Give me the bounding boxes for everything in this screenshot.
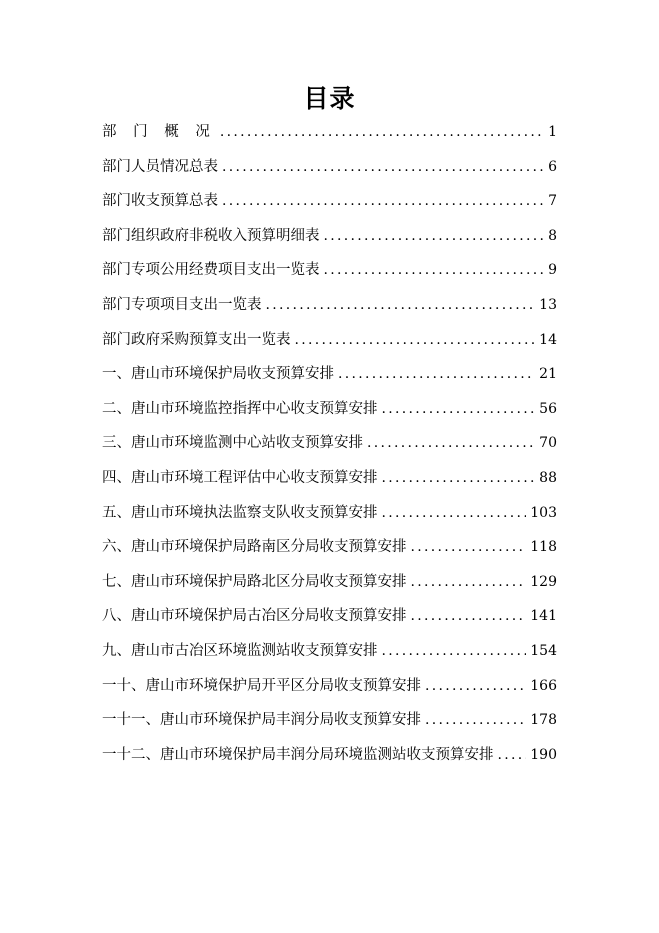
toc-entry-label: 二、唐山市环境监控指挥中心收支预算安排 bbox=[102, 400, 378, 417]
toc-entry-page: 21 bbox=[539, 366, 557, 383]
toc-entry[interactable] bbox=[102, 295, 557, 330]
toc-entry[interactable] bbox=[102, 468, 557, 503]
toc-dot-leader bbox=[295, 330, 536, 350]
toc-entry[interactable] bbox=[102, 191, 557, 226]
toc-entry-label: 一、唐山市环境保护局收支预算安排 bbox=[102, 366, 334, 383]
toc-dot-leader bbox=[220, 122, 544, 142]
toc-entry-label: 部门人员情况总表 bbox=[102, 158, 218, 175]
toc-entry-label: 八、唐山市环境保护局古冶区分局收支预算安排 bbox=[102, 608, 407, 625]
toc-entry-page: 56 bbox=[539, 400, 557, 417]
toc-dot-leader bbox=[425, 710, 526, 730]
toc-dot-leader bbox=[266, 295, 536, 315]
toc-entry-label: 一十、唐山市环境保护局开平区分局收支预算安排 bbox=[102, 677, 421, 694]
toc-entry-page: 178 bbox=[530, 712, 557, 729]
toc-dot-leader bbox=[324, 226, 545, 246]
toc-entry-page: 141 bbox=[530, 608, 557, 625]
toc-entry-page: 129 bbox=[530, 573, 557, 590]
toc-entry[interactable] bbox=[102, 710, 557, 745]
toc-entry-page: 154 bbox=[530, 642, 557, 659]
toc-entry[interactable] bbox=[102, 676, 557, 711]
toc-entry-page: 88 bbox=[539, 469, 557, 486]
toc-entry-page: 13 bbox=[539, 296, 557, 313]
toc-entry[interactable] bbox=[102, 122, 557, 157]
toc-dot-leader bbox=[324, 260, 545, 280]
toc-entry-label: 部门专项项目支出一览表 bbox=[102, 296, 262, 313]
toc-entry-label: 九、唐山市古冶区环境监测站收支预算安排 bbox=[102, 642, 378, 659]
toc-entry-page: 7 bbox=[548, 193, 557, 210]
toc-entry-label: 部 门 概 况 bbox=[102, 124, 216, 140]
toc-entry-label: 七、唐山市环境保护局路北区分局收支预算安排 bbox=[102, 573, 407, 590]
toc-dot-leader bbox=[498, 745, 527, 765]
toc-entry-page: 70 bbox=[539, 435, 557, 452]
toc-entry-page: 103 bbox=[530, 504, 557, 521]
toc-entry-page: 8 bbox=[548, 227, 557, 244]
toc-entry[interactable] bbox=[102, 537, 557, 572]
toc-entry-label: 一十一、唐山市环境保护局丰润分局收支预算安排 bbox=[102, 712, 421, 729]
toc-entry-label: 部门组织政府非税收入预算明细表 bbox=[102, 227, 320, 244]
toc-entry-page: 6 bbox=[548, 158, 557, 175]
toc-entry[interactable] bbox=[102, 641, 557, 676]
toc-dot-leader bbox=[382, 503, 527, 523]
toc-entry[interactable] bbox=[102, 745, 557, 780]
toc-entry-label: 部门政府采购预算支出一览表 bbox=[102, 331, 291, 348]
toc-entry-label: 三、唐山市环境监测中心站收支预算安排 bbox=[102, 435, 363, 452]
toc-entry[interactable] bbox=[102, 399, 557, 434]
toc-entry[interactable] bbox=[102, 433, 557, 468]
toc-dot-leader bbox=[382, 468, 536, 488]
toc-dot-leader bbox=[411, 572, 527, 592]
toc-entry-page: 166 bbox=[530, 677, 557, 694]
toc-entry[interactable] bbox=[102, 572, 557, 607]
toc-dot-leader bbox=[382, 641, 527, 661]
toc-entry-label: 一十二、唐山市环境保护局丰润分局环境监测站收支预算安排 bbox=[102, 746, 494, 763]
toc-dot-leader bbox=[338, 364, 535, 384]
toc-entry[interactable] bbox=[102, 330, 557, 365]
toc-entry-page: 14 bbox=[539, 331, 557, 348]
toc-entry-label: 五、唐山市环境执法监察支队收支预算安排 bbox=[102, 504, 378, 521]
toc-entry[interactable] bbox=[102, 157, 557, 192]
toc-entry-page: 190 bbox=[530, 746, 557, 763]
toc-dot-leader bbox=[411, 606, 527, 626]
toc-dot-leader bbox=[382, 399, 536, 419]
toc-entry[interactable] bbox=[102, 606, 557, 641]
toc-entry[interactable] bbox=[102, 503, 557, 538]
toc-entry-page: 9 bbox=[548, 262, 557, 279]
toc-dot-leader bbox=[222, 191, 544, 211]
toc-list bbox=[102, 122, 557, 779]
toc-dot-leader bbox=[222, 157, 544, 177]
toc-dot-leader bbox=[411, 537, 527, 557]
toc-entry-label: 部门专项公用经费项目支出一览表 bbox=[102, 262, 320, 279]
toc-entry-label: 六、唐山市环境保护局路南区分局收支预算安排 bbox=[102, 539, 407, 556]
toc-entry[interactable] bbox=[102, 364, 557, 399]
toc-entry-label: 四、唐山市环境工程评估中心收支预算安排 bbox=[102, 469, 378, 486]
toc-entry[interactable] bbox=[102, 260, 557, 295]
toc-dot-leader bbox=[367, 433, 535, 453]
toc-entry[interactable] bbox=[102, 226, 557, 261]
toc-entry-page: 1 bbox=[548, 124, 557, 140]
toc-dot-leader bbox=[425, 676, 526, 696]
toc-entry-page: 118 bbox=[530, 539, 557, 556]
toc-entry-label: 部门收支预算总表 bbox=[102, 193, 218, 210]
toc-title: 目录 bbox=[303, 84, 356, 113]
